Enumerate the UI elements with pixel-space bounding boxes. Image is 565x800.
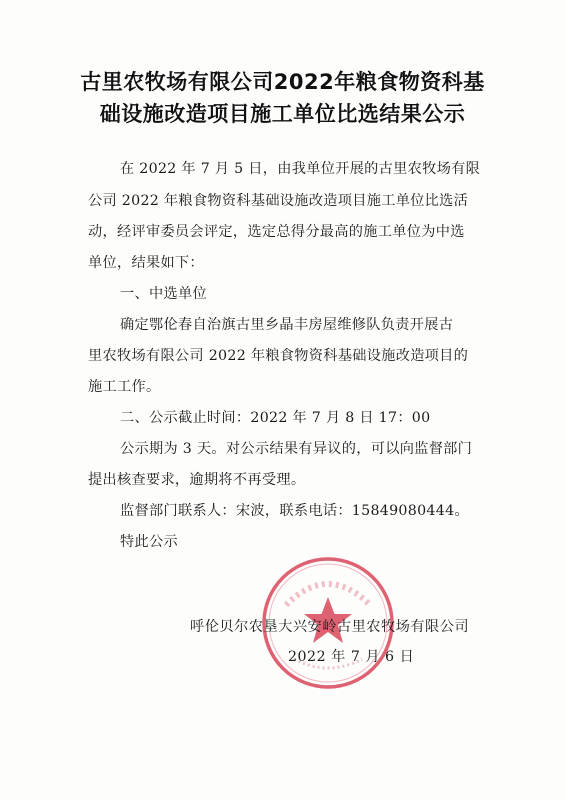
body-line: 确定鄂伦春自治旗古里乡晶丰房屋维修队负责开展古 (120, 317, 454, 333)
body-line: 提出核查要求，逾期将不再受理。 (88, 472, 306, 488)
closing-line: 特此公示 (120, 534, 178, 550)
body-line: 公示期为 3 天。对公示结果有异议的，可以向监督部门 (120, 441, 473, 457)
document-title-line-2: 础设施改造项目施工单位比选结果公示 (99, 102, 466, 126)
contact-line: 监督部门联系人：宋波，联系电话：15849080444。 (120, 503, 469, 519)
document-title-line-1: 古里农牧场有限公司2022年粮食物资科基 (80, 70, 485, 94)
body-line: 动，经评审委员会评定，选定总得分最高的施工单位为中选 (88, 224, 465, 240)
body-line: 施工工作。 (88, 379, 161, 395)
signature-date: 2022 年 7 月 6 日 (288, 649, 415, 665)
body-line: 公司 2022 年粮食物资科基础设施改造项目施工单位比选活 (88, 193, 469, 209)
section-heading-deadline: 二、公示截止时间：2022 年 7 月 8 日 17：00 (120, 410, 431, 426)
body-line: 单位，结果如下： (88, 255, 204, 271)
section-heading-selected-unit: 一、中选单位 (120, 286, 207, 302)
body-line: 在 2022 年 7 月 5 日，由我单位开展的古里农牧场有限 (120, 161, 481, 177)
body-line: 里农牧场有限公司 2022 年粮食物资科基础设施改造项目的 (88, 348, 469, 364)
signature-organization: 呼伦贝尔农垦大兴安岭古里农牧场有限公司 (190, 619, 470, 635)
